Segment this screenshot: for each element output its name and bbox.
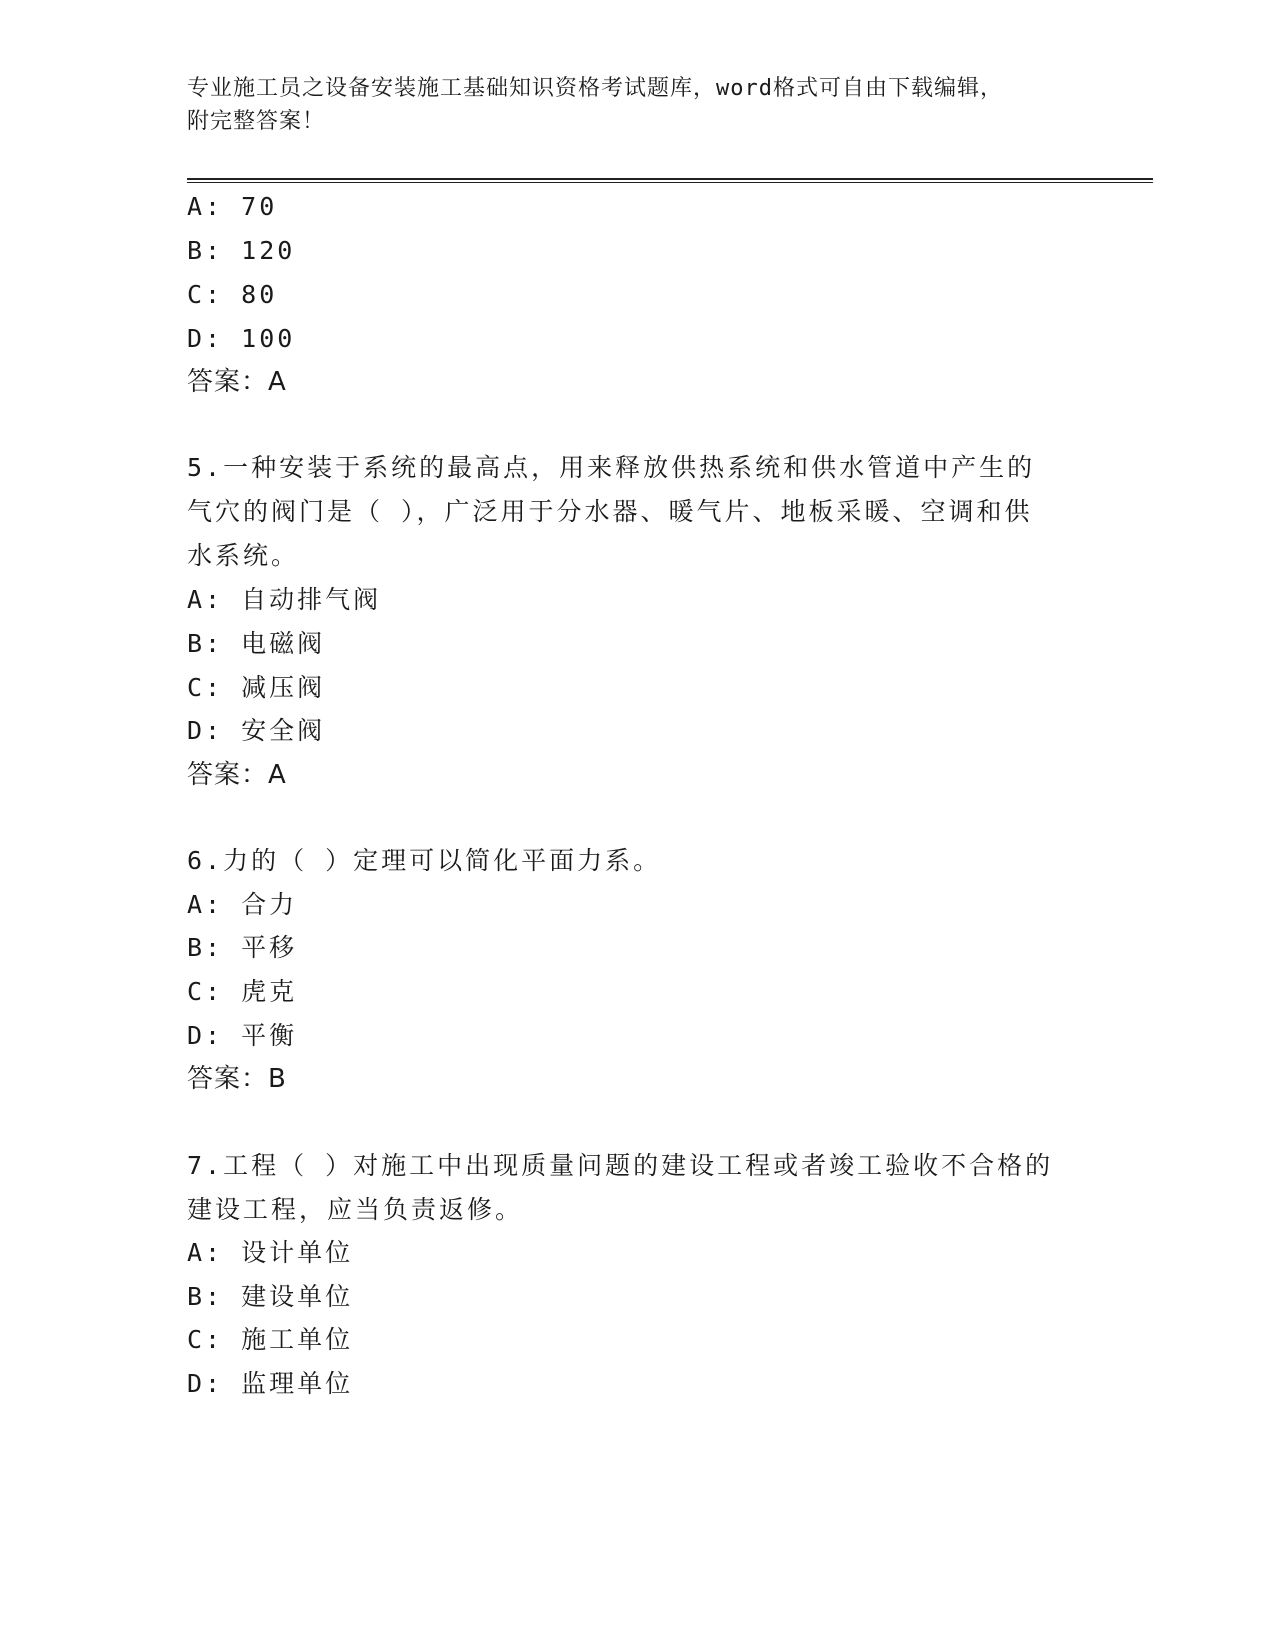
q5-option-d: D: 安全阀 [187,716,326,745]
q5-option-b: B: 电磁阀 [187,629,326,658]
q7-option-d: D: 监理单位 [187,1369,354,1398]
q7-option-a: A: 设计单位 [187,1238,354,1267]
q6-option-c: C: 虎克 [187,977,298,1006]
q4-option-a: A: 70 [187,192,278,221]
q7-option-c: C: 施工单位 [187,1325,354,1354]
q5-option-a: A: 自动排气阀 [187,585,382,614]
q6-answer: 答案：B [187,1064,287,1094]
header-divider [187,178,1153,183]
q4-answer: 答案：A [187,367,287,397]
q5-option-c: C: 减压阀 [187,673,326,702]
q4-option-c: C: 80 [187,280,278,309]
q7-option-b: B: 建设单位 [187,1282,354,1311]
q6-option-d: D: 平衡 [187,1021,298,1050]
q6-option-a: A: 合力 [187,890,298,919]
q7-stem-line-2: 建设工程，应当负责返修。 [187,1195,524,1224]
header-line-2: 附完整答案！ [187,109,326,134]
q4-option-d: D: 100 [187,324,296,353]
q7-stem-line-1: 7.工程（ ）对施工中出现质量问题的建设工程或者竣工验收不合格的 [187,1151,1054,1180]
q5-stem-line-2: 气穴的阀门是（ ），广泛用于分水器、暖气片、地板采暖、空调和供 [187,497,1033,526]
document-header [187,72,1087,138]
q5-stem-line-1: 5.一种安装于系统的最高点，用来释放供热系统和供水管道中产生的 [187,453,1036,482]
q4-option-b: B: 120 [187,236,296,265]
q5-answer: 答案：A [187,760,287,790]
q6-option-b: B: 平移 [187,933,298,962]
q6-stem-line-1: 6.力的（ ）定理可以简化平面力系。 [187,846,662,875]
header-line-1: 专业施工员之设备安装施工基础知识资格考试题库，word格式可自由下载编辑， [187,76,1003,101]
q5-stem-line-3: 水系统。 [187,541,300,570]
